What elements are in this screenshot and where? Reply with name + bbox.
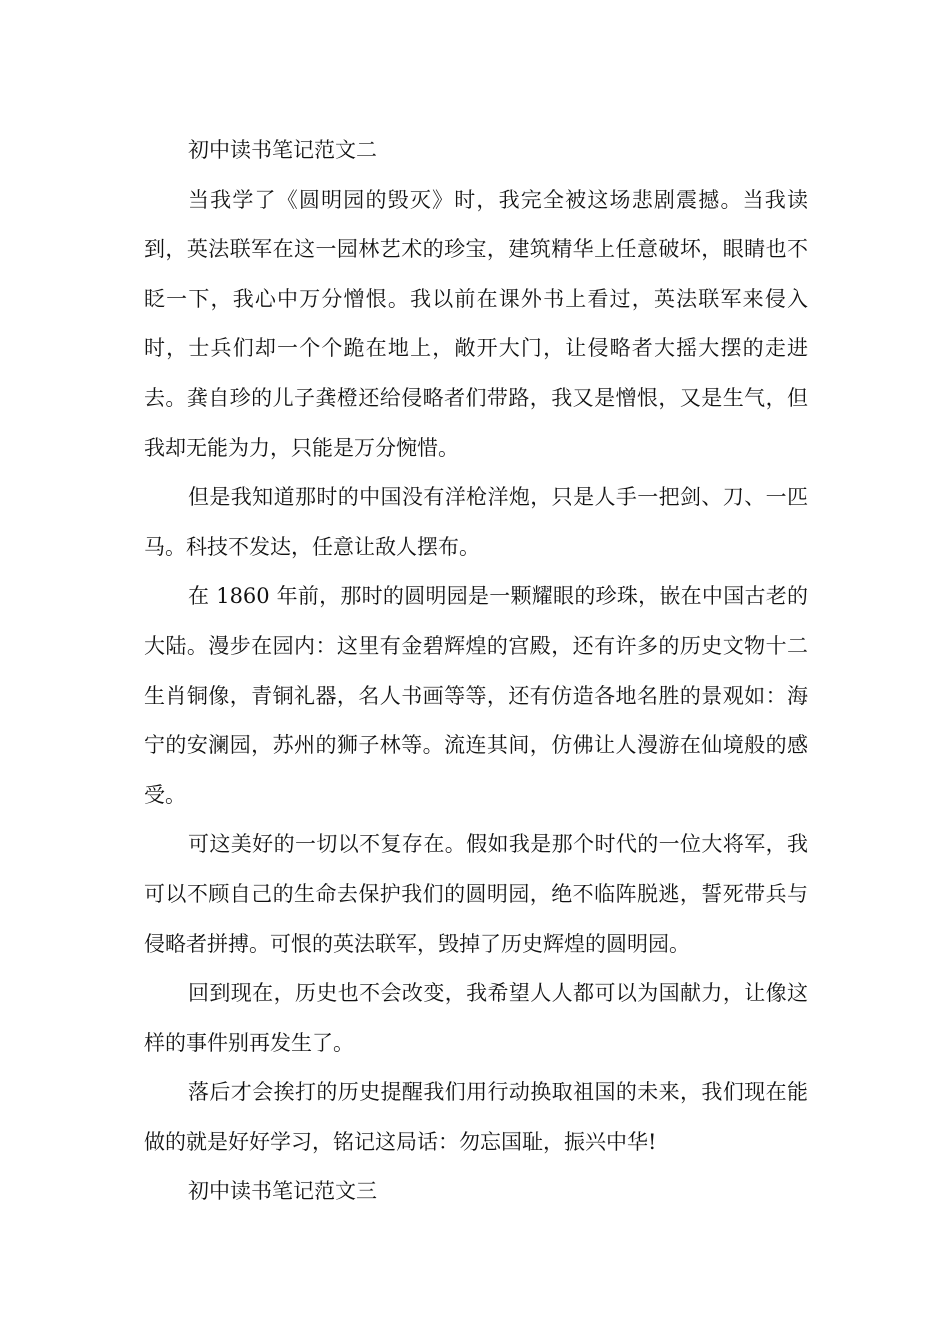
paragraph-3: 在 1860 年前，那时的圆明园是一颗耀眼的珍珠，嵌在中国古老的大陆。漫步在园内：这里有金碧辉煌的宫殿，还有许多的历史文物十二生肖铜像，青铜礼器，名人书画等等，还有仿造各地名胜的景观如：海宁的安澜园，苏州的狮子林等。流连其间，仿佛让人漫游在仙境般的感受。 bbox=[144, 584, 808, 807]
paragraph-1: 当我学了《圆明园的毁灭》时，我完全被这场悲剧震撼。当我读到，英法联军在这一园林艺术的珍宝，建筑精华上任意破坏，眼睛也不眨一下，我心中万分憎恨。我以前在课外书上看过，英法联军来侵入时，士兵们却一个个跪在地上，敞开大门，让侵略者大摇大摆的走进去。龚自珍的儿子龚橙还给侵略者们带路，我又是憎恨，又是生气，但我却无能为力，只能是万分惋惜。 bbox=[144, 187, 808, 460]
paragraph-2: 但是我知道那时的中国没有洋枪洋炮，只是人手一把剑、刀、一匹马。科技不发达，任意让敌人摆布。 bbox=[144, 485, 808, 559]
paragraph-5: 回到现在，历史也不会改变，我希望人人都可以为国献力，让像这样的事件别再发生了。 bbox=[144, 981, 808, 1055]
paragraph-6: 落后才会挨打的历史提醒我们用行动换取祖国的未来，我们现在能做的就是好好学习，铭记这局话：勿忘国耻，振兴中华! bbox=[144, 1080, 808, 1154]
section-heading-three: 初中读书笔记范文三 bbox=[188, 1179, 377, 1204]
paragraph-4: 可这美好的一切以不复存在。假如我是那个时代的一位大将军，我可以不顾自己的生命去保护我们的圆明园，绝不临阵脱逃，誓死带兵与侵略者拼搏。可恨的英法联军，毁掉了历史辉煌的圆明园。 bbox=[144, 832, 808, 956]
section-heading-two: 初中读书笔记范文二 bbox=[188, 138, 377, 162]
document-page bbox=[144, 126, 808, 1217]
